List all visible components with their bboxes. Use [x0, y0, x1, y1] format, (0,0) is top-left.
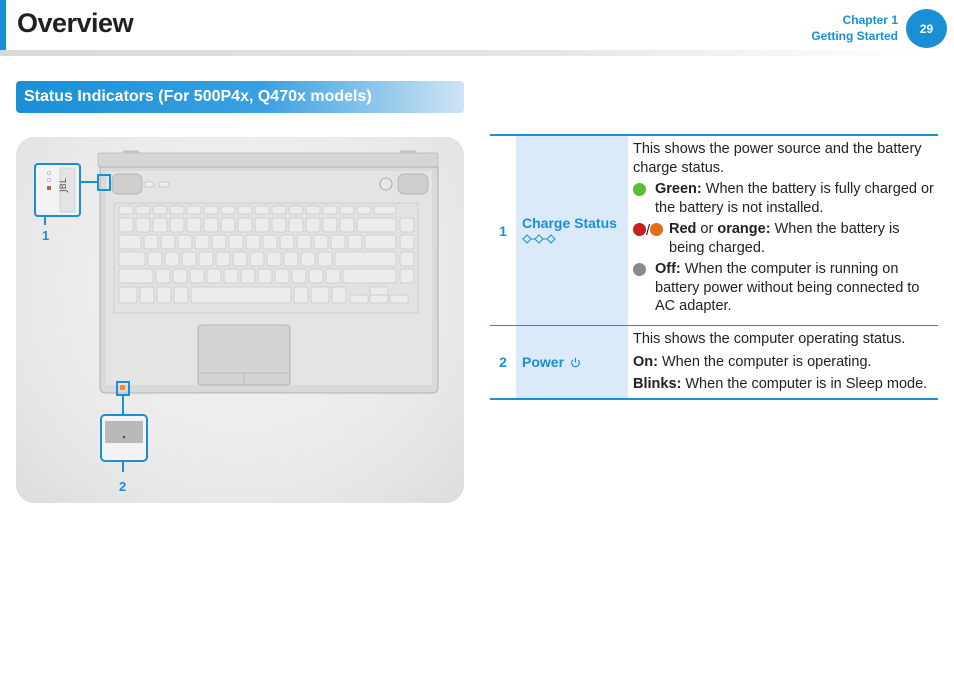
orange-led-icon [650, 223, 663, 236]
state-text: When the battery is fully charged or the battery is not installed. [655, 181, 934, 216]
laptop-illustration [16, 137, 464, 503]
state-label-orange: orange: [717, 221, 771, 237]
charge-status-intro: This shows the power source and the battery charge status. [633, 141, 922, 176]
state-text: When the battery is being charged. [669, 221, 900, 256]
power-icon [570, 357, 581, 368]
header-accent-bar [0, 0, 6, 52]
state-off [633, 260, 934, 316]
row-name-cell [516, 136, 628, 325]
header-rule [0, 50, 920, 56]
laptop-figure [16, 137, 464, 503]
gray-led-icon [633, 263, 646, 276]
row-name: Charge Status [522, 214, 617, 231]
state-label: Green: [655, 181, 702, 197]
row-number: 1 [499, 222, 507, 239]
row-name-line [522, 354, 628, 370]
page-number-badge: 29 [906, 9, 947, 48]
callout-2-label: 2 [119, 479, 127, 494]
callout-1-label: 1 [42, 228, 50, 243]
chapter-label-block [811, 12, 898, 44]
row-name: Power [522, 354, 565, 370]
power-intro: This shows the computer operating status. [633, 331, 906, 347]
state-on [633, 353, 934, 372]
row-name-cell [516, 326, 628, 398]
page-title: Overview [17, 8, 134, 38]
row-description [628, 326, 938, 398]
charge-status-icon [522, 234, 628, 247]
status-indicators-table [490, 134, 938, 400]
table-row [490, 326, 938, 400]
state-joiner: or [696, 221, 718, 237]
svg-text:JBL: JBL [59, 178, 69, 192]
state-text: When the computer is operating. [662, 353, 872, 370]
green-led-icon [633, 183, 646, 196]
state-green [633, 180, 934, 217]
row-description [628, 136, 938, 325]
chapter-name: Getting Started [811, 29, 898, 43]
state-red-orange: / Red or orange: When the battery is being charged. [633, 220, 934, 257]
chapter-label: Chapter 1 [842, 13, 898, 27]
state-label: Blinks: [633, 376, 682, 392]
state-label: On: [633, 353, 658, 370]
state-text: When the computer is in Sleep mode. [685, 376, 928, 392]
state-blinks [633, 375, 934, 394]
red-led-icon [633, 223, 646, 236]
table-row [490, 136, 938, 326]
section-heading: Status Indicators (For 500P4x, Q470x models) [16, 81, 464, 113]
state-label-red: Red [669, 221, 697, 237]
row-number: 2 [499, 354, 507, 370]
state-text: When the computer is running on battery power without being connected to AC adapter. [655, 261, 920, 314]
state-label: Off: [655, 261, 681, 277]
